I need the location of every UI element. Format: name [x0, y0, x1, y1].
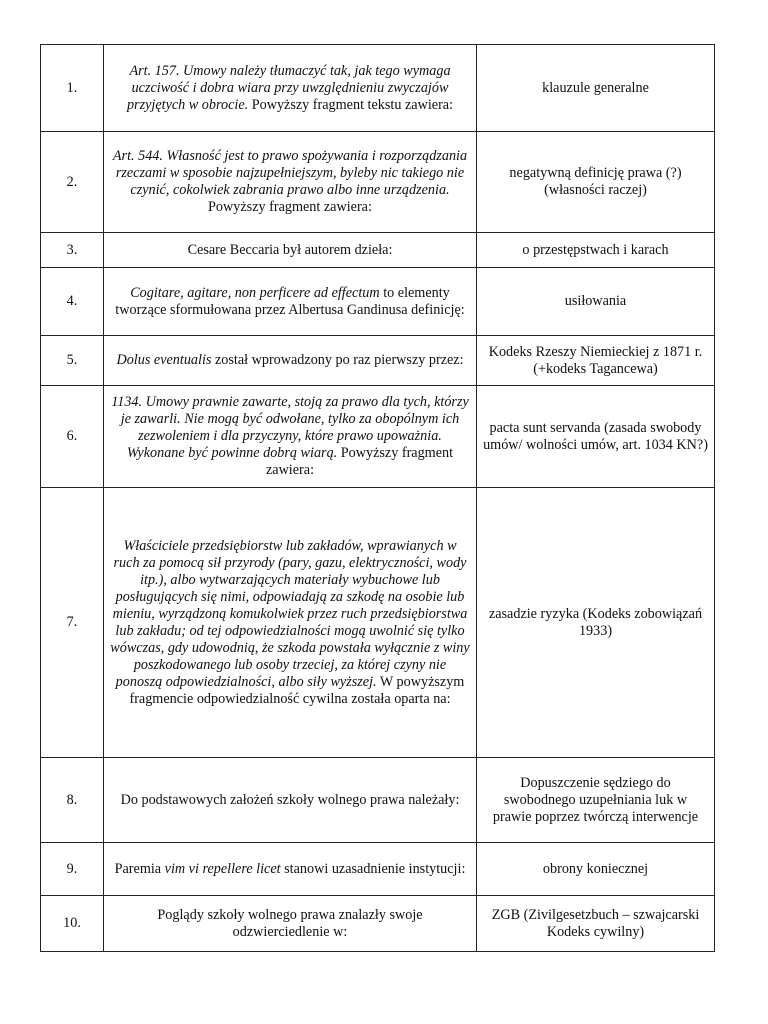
row-number: 2.: [41, 132, 104, 233]
answer-cell: Kodeks Rzeszy Niemieckiej z 1871 r. (+kodeks Tagancewa): [477, 336, 715, 386]
table-row: [41, 386, 715, 488]
answer-cell: klauzule generalne: [477, 45, 715, 132]
row-number: 4.: [41, 268, 104, 336]
question-text: Art. 157. Umowy należy tłumaczyć tak, jak tego wymaga uczciwość i dobra wiara przy uwzględnieniu zwyczajów przyjętych w obrocie.: [126, 62, 451, 113]
table-row: [41, 233, 715, 268]
question-text: Paremia: [114, 860, 165, 877]
question-cell: [104, 336, 477, 386]
question-text: Dolus eventualis: [116, 352, 212, 368]
question-text: Do podstawowych założeń szkoły wolnego prawa należały:: [120, 791, 460, 808]
question-cell: [104, 488, 477, 758]
row-number: 1.: [41, 45, 104, 132]
question-text: stanowi uzasadnienie instytucji:: [280, 860, 466, 877]
table-row: [41, 268, 715, 336]
row-number: 8.: [41, 758, 104, 843]
question-text: vim vi repellere licet: [164, 860, 281, 877]
answer-cell: ZGB (Zivilgesetzbuch – szwajcarski Kodeks cywilny): [477, 896, 715, 952]
row-number: 9.: [41, 843, 104, 896]
answer-cell: obrony koniecznej: [477, 843, 715, 896]
answer-cell: o przestępstwach i karach: [477, 233, 715, 268]
row-number: 5.: [41, 336, 104, 386]
question-cell: [104, 268, 477, 336]
question-text: Powyższy fragment tekstu zawiera:: [248, 96, 454, 113]
question-cell: [104, 386, 477, 488]
row-number: 3.: [41, 233, 104, 268]
row-number: 10.: [41, 896, 104, 952]
table-row: [41, 758, 715, 843]
question-text: Poglądy szkoły wolnego prawa znalazły swoje odzwierciedlenie w:: [157, 906, 423, 940]
answer-cell: Dopuszczenie sędziego do swobodnego uzupełniania luk w prawie poprzez twórczą interwencje: [477, 758, 715, 843]
question-text: W powyższym fragmencie odpowiedzialność cywilna została oparta na:: [129, 673, 465, 707]
question-text: został wprowadzony po raz pierwszy przez:: [211, 352, 464, 368]
table-row: [41, 132, 715, 233]
question-text: Właściciele przedsiębiorstw lub zakładów, wprawianych w ruch za pomocą sił przyrody (pary, gazu, elektryczności, wody itp.), albo wytwarzających materiały wybuchowe lub posługujących się nimi, odpowiadają za szkodę na osobie lub mieniu, wyrządzoną komukolwiek przez ruch przedsiębiorstwa lub zakładu; od tej odpowiedzialności mogą uwolnić się tylko wówczas, gdy udowodnią, że szkoda powstała wyłącznie z winy poszkodowanego lub osoby trzeciej, za której czyny nie ponoszą odpowiedzialności, albo siły wyższej.: [110, 537, 470, 690]
question-text: 1134. Umowy prawnie zawarte, stoją za prawo dla tych, którzy je zawarli. Nie mogą być odwołane, tylko za obopólnym ich zezwoleniem i dla przyczyny, które prawo upoważnia. Wykonane być powinne dobrą wiarą.: [111, 394, 469, 461]
table-row: [41, 488, 715, 758]
question-cell: [104, 896, 477, 952]
answer-cell: negatywną definicję prawa (?) (własności raczej): [477, 132, 715, 233]
question-text: Art. 544. Własność jest to prawo spożywania i rozporządzania rzeczami w sposobie najzupełniejszym, byleby nic takiego nie czynić, cokolwiek zabrania prawo albo inne urządzenia.: [112, 148, 468, 198]
question-cell: [104, 758, 477, 843]
answer-cell: usiłowania: [477, 268, 715, 336]
question-text: Cesare Beccaria był autorem dzieła:: [187, 241, 393, 258]
question-text: to elementy tworzące sformułowana przez Albertusa Gandinusa definicję:: [115, 284, 465, 318]
row-number: 6.: [41, 386, 104, 488]
question-cell: [104, 843, 477, 896]
question-text: Cogitare, agitare, non perficere ad effectum: [130, 284, 380, 301]
question-cell: [104, 45, 477, 132]
question-cell: [104, 132, 477, 233]
table-row: [41, 843, 715, 896]
row-number: 7.: [41, 488, 104, 758]
question-text: Powyższy fragment zawiera:: [265, 445, 454, 478]
quiz-table: [40, 44, 715, 952]
question-cell: [104, 233, 477, 268]
table-row: [41, 896, 715, 952]
answer-cell: zasadzie ryzyka (Kodeks zobowiązań 1933): [477, 488, 715, 758]
answer-cell: pacta sunt servanda (zasada swobody umów/ wolności umów, art. 1034 KN?): [477, 386, 715, 488]
question-text: Powyższy fragment zawiera:: [208, 199, 372, 215]
table-row: [41, 45, 715, 132]
table-row: [41, 336, 715, 386]
